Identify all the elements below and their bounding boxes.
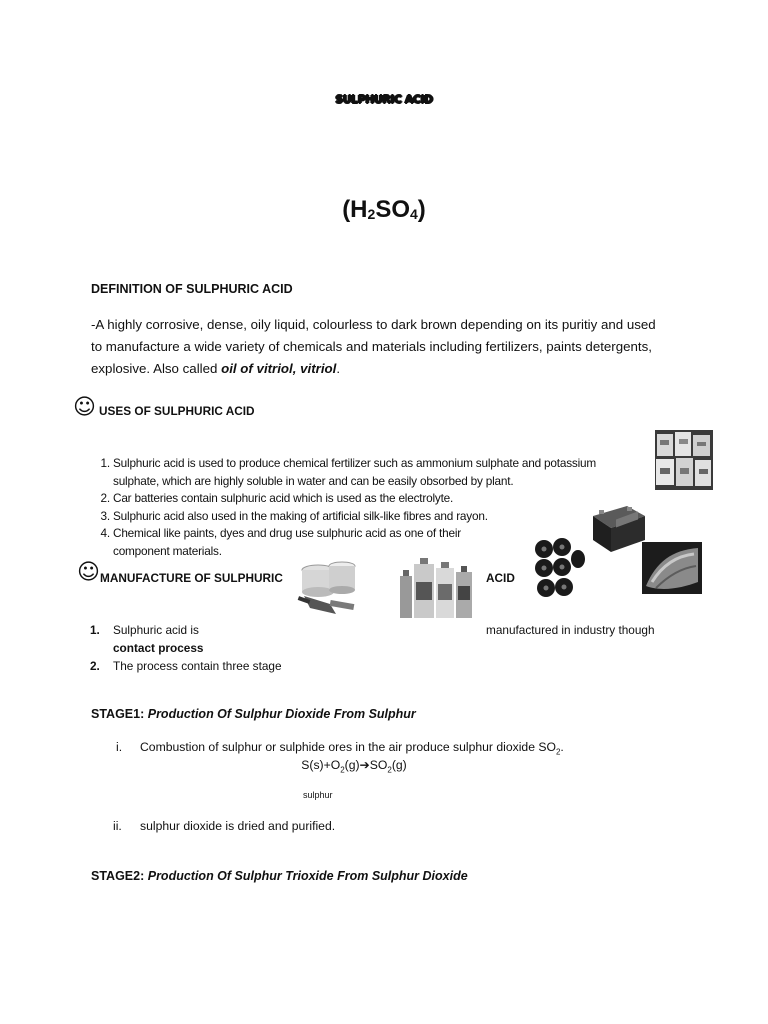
stage1-step-text: Combustion of sulphur or sulphide ores in the air produce sulphur dioxide $SO_2$. [140,740,564,757]
car-battery-photo [587,500,647,554]
uses-heading-row [73,397,96,419]
stage1-heading: STAGE1: Production Of Sulphur Dioxide From Sulphur [91,707,416,721]
arrow-icon: ➔ [359,758,370,772]
smiley-icon: ☺ [77,560,100,585]
list-item: 2. The process contain three stage [90,659,282,673]
list-item-continuation: contact process [113,641,204,655]
stage1-step-text: sulphur dioxide is dried and purified. [140,819,336,833]
smiley-icon: ☺ [73,395,96,420]
list-item: 4. Chemical like paints, dyes and drug use sulphuric acid as one of their component materials. [113,525,653,560]
stage1-step: ii. [113,819,122,833]
stage1-step: i. [116,740,123,754]
fertilizer-bags-photo [655,430,713,490]
manufacture-heading-acid: ACID [486,571,515,585]
document-title: SULPHURIC ACID [335,93,433,106]
list-item: 3. Sulphuric acid also used in the making of artificial silk-like fibres and rayon. [113,508,653,526]
list-item: 1. Sulphuric acid is manufactured in industry though [90,623,655,637]
chemical-formula: $(H_2SO_4)$ [342,196,426,223]
paint-cans-photo [290,556,362,618]
list-item: 1. Sulphuric acid is used to produce chemical fertilizer such as ammonium sulphate and potassium sulphate, which are highly soluble in water and can be easily obsorbed by plant. [113,455,653,490]
detergent-bottles-photo [398,556,476,620]
definition-heading: DEFINITION OF SULPHURIC ACID [91,282,293,296]
manufacture-heading-row [77,562,100,584]
manufacture-list [90,621,690,675]
sulphur-label: sulphur [303,790,333,800]
rayon-fabric-photo [642,542,702,594]
list-item: 2. Car batteries contain sulphuric acid which is used as the electrolyte. [113,490,653,508]
manufacture-heading: MANUFACTURE OF SULPHURIC [100,571,283,585]
definition-paragraph: -A highly corrosive, dense, oily liquid, colourless to dark brown depending on its puritiy and used to manufacture a wide variety of chemicals and materials including fertilizers, paints detergents, explosive. Also called oil of vitriol, vitriol. [91,317,656,376]
fibre-spools-photo [530,537,586,603]
stage2-heading: STAGE2: Production Of Sulphur Trioxide From Sulphur Dioxide [91,869,468,883]
reaction-equation: $S(s)+O_2(g)➔SO_2(g)$ [301,758,407,775]
uses-heading: USES OF SULPHURIC ACID [99,404,255,418]
